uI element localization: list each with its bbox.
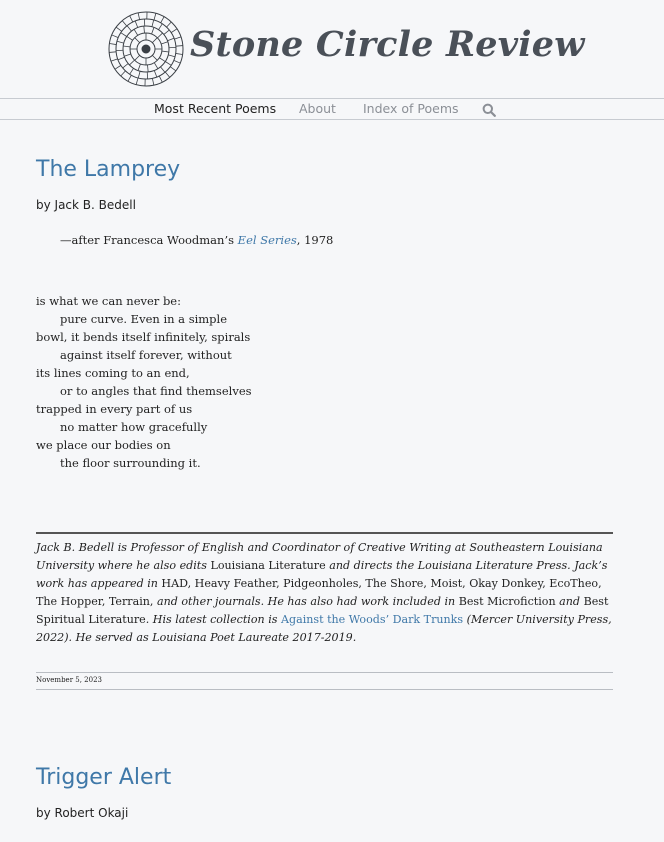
post-title[interactable]: Trigger Alert	[36, 765, 172, 790]
poem-line: pure curve. Even in a simple	[60, 312, 228, 326]
logo-stone-seam	[176, 53, 183, 54]
book-link[interactable]: Against the Woods’ Dark Trunks	[280, 613, 464, 626]
bio-text: and other journals. He has also had work included in	[153, 595, 459, 608]
logo-stone-seam	[159, 76, 162, 82]
logo-stone-seam	[109, 44, 116, 45]
logo-stone-seam	[161, 42, 168, 44]
bio-text: Best Spiritual Literature	[36, 595, 609, 626]
logo-stone-seam	[158, 24, 162, 30]
site-header	[0, 0, 664, 98]
post-title[interactable]: The Lamprey	[36, 157, 181, 182]
post-date: November 5, 2023	[36, 676, 102, 684]
poem-line: its lines coming to an end,	[36, 366, 190, 380]
dedication-text-after: , 1978	[296, 233, 334, 247]
poem-dedication	[60, 233, 333, 247]
bio-text: (Mercer University Press, 2022). He served as Louisiana Poet Laureate 2017-2019.	[36, 613, 612, 644]
logo-stone-seam	[161, 67, 165, 72]
logo-stone-seam	[130, 68, 134, 74]
logo-stone-seam	[148, 65, 149, 72]
logo-stone-seam	[118, 57, 125, 60]
stone-circle-logo-icon[interactable]	[108, 11, 184, 87]
logo-stone-seam	[158, 33, 163, 38]
logo-stone-seam	[135, 38, 140, 43]
poem-line: against itself forever, without	[60, 348, 232, 362]
logo-stone-seam	[129, 60, 134, 65]
logo-stone-seam	[164, 30, 169, 34]
bio-text: Louisiana Literature	[210, 559, 326, 572]
meta-divider	[36, 672, 613, 673]
logo-stone-seam	[162, 51, 169, 52]
logo-stone-seam	[152, 55, 157, 60]
logo-stone-seam	[136, 78, 138, 85]
post-byline: by Jack B. Bedell	[36, 198, 136, 212]
logo-stone-seam	[138, 64, 140, 71]
author-bio	[36, 539, 613, 647]
logo-stone-seam	[128, 75, 131, 81]
logo-stone-seam	[154, 13, 156, 20]
logo-stone-seam	[174, 37, 181, 39]
eel-series-link[interactable]: Eel Series	[237, 233, 297, 247]
logo-stone-seam	[123, 64, 128, 68]
bio-text: Best Microfiction	[458, 595, 556, 608]
poem-line: or to angles that find themselves	[60, 384, 252, 398]
logo-stone-seam	[152, 27, 154, 34]
logo-stone-seam	[170, 67, 176, 71]
logo-stone-seam	[171, 29, 177, 33]
poem-line: the floor surrounding it.	[60, 456, 201, 470]
poem-line: no matter how gracefully	[60, 420, 208, 434]
logo-stone-seam	[165, 72, 169, 77]
logo-stone-seam	[127, 26, 131, 31]
nav-most-recent-poems[interactable]: Most Recent Poems	[154, 101, 277, 116]
logo-stone-seam	[168, 55, 175, 57]
meta-divider	[36, 689, 613, 690]
logo-stone-seam	[154, 63, 158, 69]
logo-stone-seam	[130, 16, 133, 22]
poem-line: bowl, it bends itself infinitely, spirals	[36, 330, 251, 344]
post-byline: by Robert Okaji	[36, 806, 129, 820]
logo-stone-seam	[135, 55, 140, 60]
search-icon[interactable]	[482, 103, 496, 117]
logo-stone-seam	[112, 35, 118, 38]
logo-stone-seam	[127, 36, 133, 40]
logo-stone-seam	[167, 38, 174, 41]
logo-stone-seam	[154, 70, 157, 77]
logo-stone-seam	[109, 52, 116, 53]
poem-line: trapped in every part of us	[36, 402, 193, 416]
logo-stone-seam	[144, 26, 145, 33]
bio-text: and	[555, 595, 584, 608]
logo-stone-seam	[123, 46, 130, 47]
logo-stone-seam	[167, 22, 172, 27]
logo-stone-seam	[121, 33, 127, 37]
poem-body	[36, 292, 252, 472]
logo-stone-seam	[159, 58, 165, 62]
logo-stone-seam	[122, 21, 126, 26]
bio-text: HAD, Heavy Feather, Pidgeonholes, The Shore, Moist, Okay Donkey, EcoTheo, The Hopper, Terrain,	[36, 577, 602, 608]
logo-stone-seam	[152, 20, 154, 27]
logo-stone-seam	[152, 78, 153, 85]
logo-stone-seam	[124, 54, 131, 56]
dedication-text-before: —after Francesca Woodman’s	[60, 233, 238, 247]
logo-stone-seam	[134, 29, 138, 35]
nav-about[interactable]: About	[299, 101, 336, 116]
nav-index-of-poems[interactable]: Index of Poems	[363, 101, 459, 116]
poem-line: is what we can never be:	[36, 294, 181, 308]
poem-line: we place our bodies on	[36, 438, 171, 452]
logo-stone-seam	[152, 38, 157, 43]
bio-text: . His latest collection is	[145, 613, 281, 626]
bio-text: and directs the Louisiana Literature Press. Jack’s work has appeared in	[36, 559, 608, 590]
main-nav	[0, 98, 664, 120]
logo-stone-seam	[165, 61, 171, 65]
logo-stone-seam	[115, 65, 121, 69]
logo-stone-seam	[111, 59, 118, 61]
bio-divider	[36, 532, 613, 534]
logo-stone-seam	[138, 71, 140, 78]
logo-stone-seam	[135, 21, 138, 28]
logo-stone-seam	[117, 41, 124, 43]
logo-stone-seam	[174, 60, 180, 63]
logo-stone-seam	[138, 13, 139, 20]
bio-text: Jack B. Bedell is Professor of English and Coordinator of Creative Writing at Southeastern Louisiana University where he also edits	[36, 541, 603, 572]
logo-stone-seam	[161, 17, 164, 23]
logo-stone-seam	[176, 46, 183, 47]
logo-stone-seam	[116, 27, 122, 31]
site-title[interactable]: Stone Circle Review	[190, 24, 585, 65]
logo-stone-seam	[121, 71, 126, 76]
